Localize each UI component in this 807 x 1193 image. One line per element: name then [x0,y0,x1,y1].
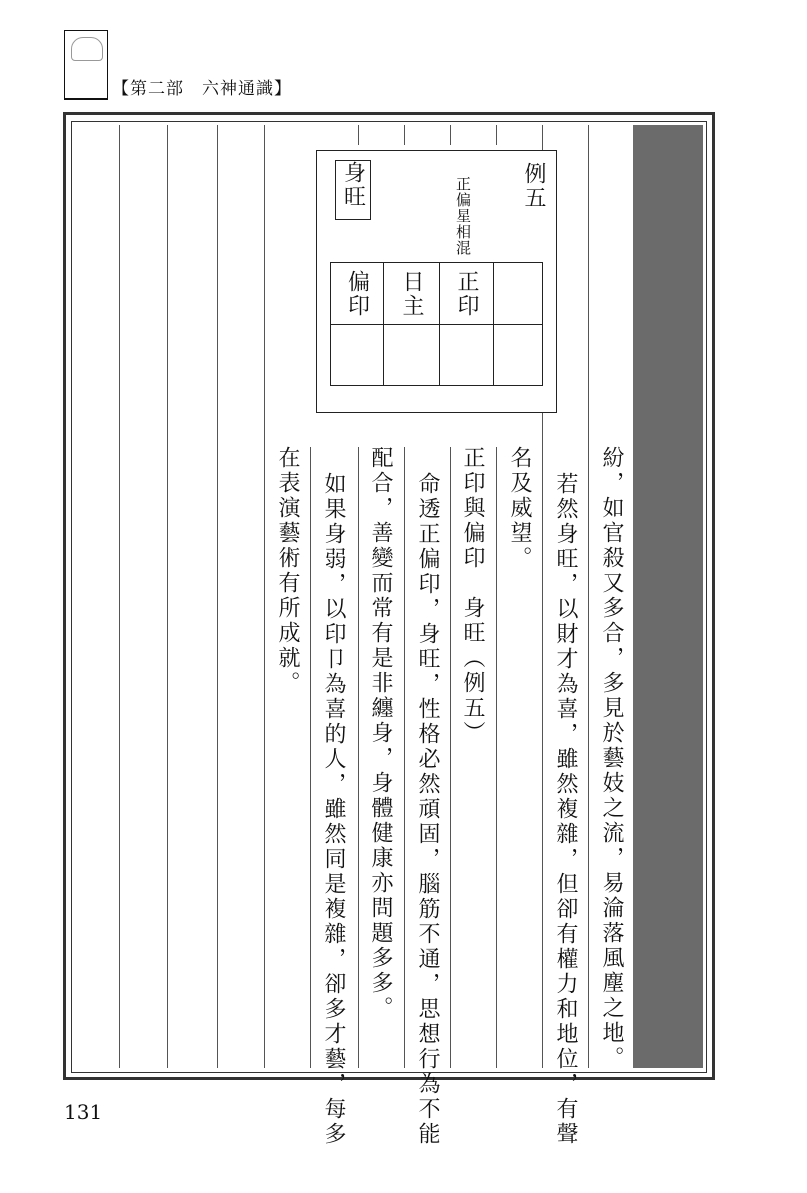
column-rule [119,125,120,1068]
chart-cell [440,325,493,385]
chart-cell [494,325,542,385]
column-rule [496,447,497,1068]
column-rule [450,125,451,145]
column-rule [404,125,405,145]
chart-cell [384,325,439,385]
column-rule [358,125,359,145]
column-rule [358,447,359,1068]
text-column: 如果身弱，以印卩為喜的人，雖然同是複雜，卻多才藝，每多 [321,472,346,1147]
text-column: 名及威望。 [507,446,532,571]
strength-badge [335,160,371,220]
column-rule [310,447,311,1068]
example-title: 例五 [521,162,546,210]
text-column: 在表演藝術有所成就。 [275,446,300,696]
chart-cell [494,263,542,324]
text-column: 紛，如官殺又多合，多見於藝妓之流，易淪落風塵之地。 [599,446,624,1071]
page-number: 131 [64,1100,103,1124]
text-column: 配合，善變而常有是非纏身，身體健康亦問題多多。 [368,446,393,1021]
chart-cell: 日主 [399,269,424,318]
column-rule [404,447,405,1068]
chart-cell [331,325,383,385]
face-icon [71,37,103,61]
shaded-margin-band [633,125,703,1068]
chapter-header: 【第二部 六神通識】 [112,79,292,99]
column-rule [588,125,589,1068]
text-column: 若然身旺，以財才為喜，雖然複雜，但卻有權力和地位，有聲 [553,472,578,1147]
strength-badge-label: 身旺 [340,161,366,209]
text-column: 命透正偏印，身旺，性格必然頑固，腦筋不通，思想行為不能 [415,472,440,1147]
chapter-header-icon-box [64,30,108,100]
bazi-chart-grid [330,262,543,386]
section-heading: 正印與偏印 身旺（例五） [460,446,485,746]
example-subtitle: 正偏星相混 [454,176,472,256]
column-rule [450,447,451,1068]
column-rule [217,125,218,1068]
chart-cell: 偏印 [344,269,370,318]
chart-cell: 正印 [454,269,479,318]
column-rule [264,125,265,1068]
column-rule [167,125,168,1068]
column-rule [496,125,497,145]
